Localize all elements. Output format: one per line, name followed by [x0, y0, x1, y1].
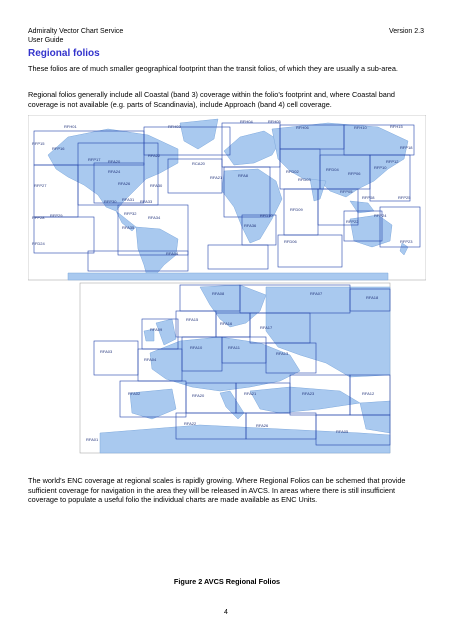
svg-text:RFA31: RFA31 [122, 197, 135, 202]
svg-text:RFA09: RFA09 [150, 327, 163, 332]
svg-text:RFP22: RFP22 [346, 219, 359, 224]
svg-text:RFA22: RFA22 [148, 153, 161, 158]
svg-text:RFP10: RFP10 [374, 165, 387, 170]
svg-text:RFA34: RFA34 [148, 215, 161, 220]
svg-text:RFA01: RFA01 [86, 437, 99, 442]
svg-text:RFP12: RFP12 [386, 159, 399, 164]
svg-text:RFA22: RFA22 [184, 421, 197, 426]
svg-text:RFA33: RFA33 [140, 199, 153, 204]
svg-text:RFA26: RFA26 [118, 181, 131, 186]
svg-text:RFD02: RFD02 [286, 169, 299, 174]
svg-text:RFA02: RFA02 [128, 391, 141, 396]
folio-maps [28, 115, 426, 457]
svg-text:RFH03: RFH03 [168, 124, 181, 129]
paragraph-coverage: Regional folios generally include all Coastal (band 3) coverage within the folio’s footprint and, where Coastal band coverage is not available (e.g. parts of Scandinavia), include Approach (band 4) cell coverage. [28, 90, 395, 109]
figure-caption: Figure 2 AVCS Regional Folios [173, 577, 281, 586]
svg-text:RFH01: RFH01 [64, 124, 77, 129]
svg-text:RFH06: RFH06 [296, 125, 309, 130]
svg-text:RFP25: RFP25 [398, 195, 411, 200]
header-doc-title: Admiralty Vector Chart Service [28, 28, 124, 35]
svg-text:RFP30: RFP30 [104, 199, 117, 204]
svg-text:RFA30: RFA30 [150, 183, 163, 188]
svg-text:RFA16: RFA16 [220, 321, 233, 326]
svg-text:RFA05: RFA05 [336, 429, 349, 434]
svg-text:RFD09: RFD09 [290, 207, 303, 212]
svg-text:RFA20: RFA20 [192, 393, 205, 398]
svg-text:RFA10: RFA10 [190, 345, 203, 350]
svg-text:RFP06: RFP06 [348, 171, 361, 176]
svg-text:RFA36: RFA36 [244, 223, 257, 228]
svg-text:RFA11: RFA11 [228, 345, 240, 350]
svg-text:RFA03: RFA03 [100, 349, 113, 354]
svg-text:RFA20: RFA20 [108, 159, 121, 164]
svg-text:RFA13: RFA13 [276, 351, 289, 356]
svg-text:RFP16: RFP16 [52, 146, 65, 151]
svg-text:RFP17: RFP17 [88, 157, 101, 162]
page-number: 4 [224, 609, 228, 616]
paragraph-intro: These folios are of much smaller geographical footprint than the transit folios, of which they are usually a sub-area. [28, 64, 398, 73]
svg-text:RCA20: RCA20 [192, 161, 205, 166]
svg-text:RFA08: RFA08 [212, 291, 225, 296]
svg-text:RFH05: RFH05 [268, 119, 281, 124]
svg-text:RFA07: RFA07 [310, 291, 323, 296]
svg-text:RFP28: RFP28 [32, 215, 45, 220]
world-map [28, 115, 426, 280]
page-header [28, 27, 424, 45]
svg-text:RFP18: RFP18 [400, 145, 413, 150]
header-doc-subtitle: User Guide [28, 37, 64, 44]
svg-text:RFA26: RFA26 [256, 423, 269, 428]
svg-text:RFP24: RFP24 [374, 213, 387, 218]
svg-text:RFP29: RFP29 [50, 213, 63, 218]
svg-text:RFA21: RFA21 [210, 175, 223, 180]
svg-text:RFA04: RFA04 [166, 251, 179, 256]
svg-text:RFA17: RFA17 [260, 325, 273, 330]
svg-text:RFP08: RFP08 [362, 195, 375, 200]
svg-text:RFP27: RFP27 [34, 183, 47, 188]
svg-text:RFD03: RFD03 [298, 177, 311, 182]
section-title: Regional folios [28, 48, 100, 59]
svg-text:RFA15: RFA15 [186, 317, 199, 322]
svg-text:RFH15: RFH15 [390, 124, 403, 129]
svg-text:RFA21: RFA21 [244, 391, 257, 396]
svg-text:RFH10: RFH10 [354, 125, 367, 130]
svg-text:RFD06: RFD06 [284, 239, 297, 244]
svg-text:RFD04: RFD04 [326, 167, 339, 172]
svg-text:RFD24: RFD24 [32, 241, 45, 246]
svg-text:RFA04: RFA04 [144, 357, 157, 362]
svg-text:RFA12: RFA12 [362, 391, 375, 396]
svg-text:RFA23: RFA23 [302, 391, 315, 396]
svg-text:RFP05: RFP05 [340, 189, 353, 194]
svg-text:RFA35: RFA35 [122, 225, 135, 230]
europe-map [80, 283, 390, 453]
svg-text:RFP23: RFP23 [400, 239, 413, 244]
paragraph-enc-coverage: The world’s ENC coverage at regional scales is rapidly growing. Where Regional Folios can be schemed that provide sufficient coverage for navigation in the area they will be released in AVCS. In areas where there is still insufficient coverage to populate a useful folio the individual charts are made available as ENC Units. [28, 476, 406, 505]
svg-text:RFA8: RFA8 [238, 173, 249, 178]
header-version: Version 2.3 [388, 28, 424, 35]
svg-text:RFP15: RFP15 [32, 141, 45, 146]
svg-text:RFA24: RFA24 [108, 169, 121, 174]
svg-text:RFA18: RFA18 [366, 295, 379, 300]
svg-text:RFD10: RFD10 [260, 213, 273, 218]
svg-text:RFP32: RFP32 [124, 211, 137, 216]
svg-text:RFH04: RFH04 [240, 119, 253, 124]
